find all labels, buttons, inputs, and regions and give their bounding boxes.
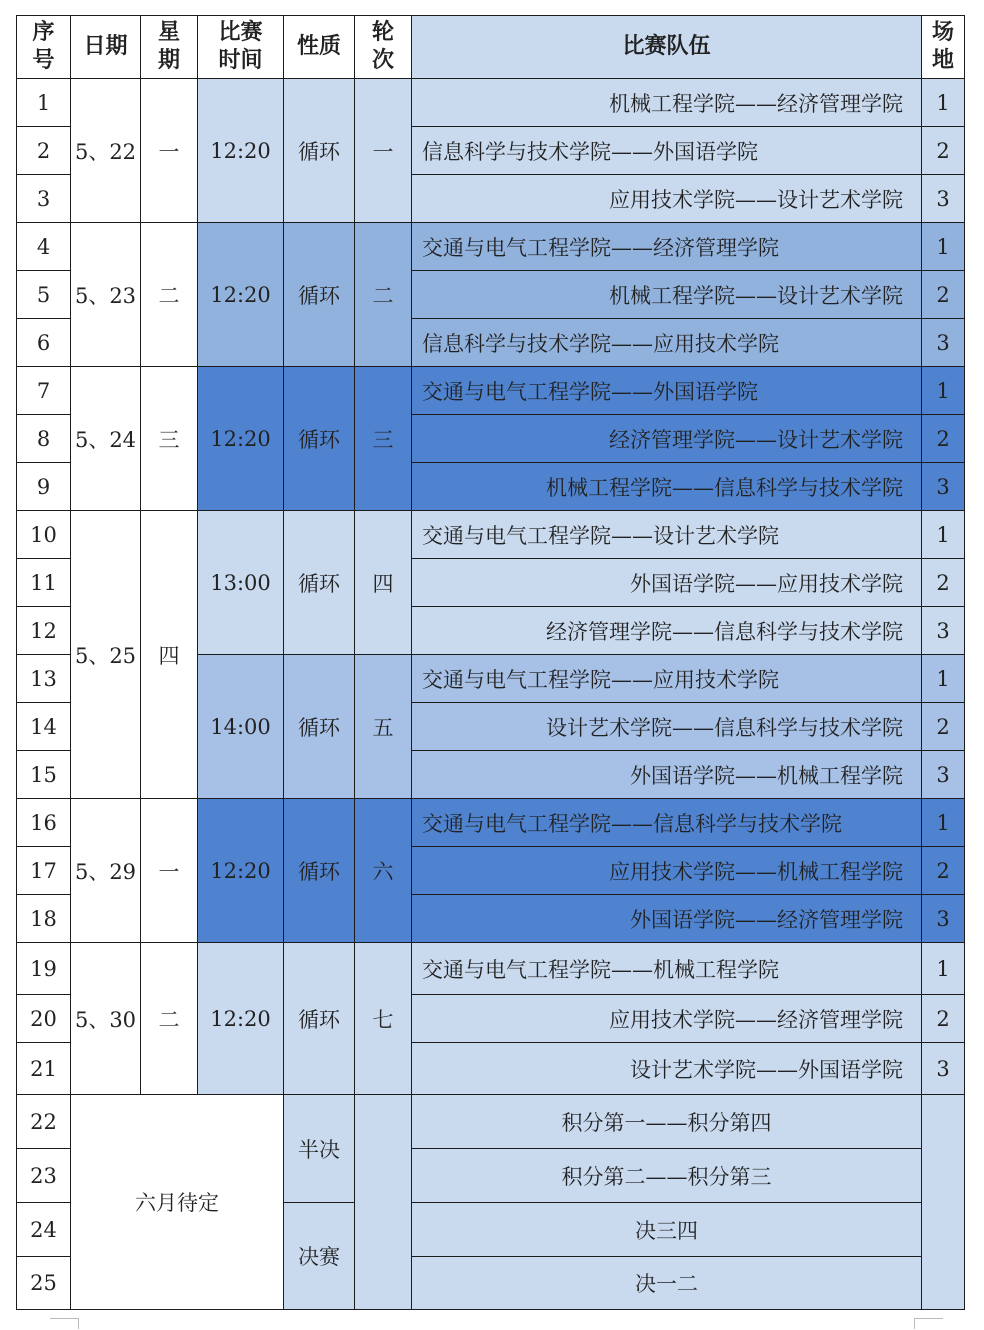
match-round: 七 [355,943,412,1095]
match-no: 22 [17,1095,71,1149]
match-venue: 3 [922,319,965,367]
schedule-table [16,15,965,1310]
match-teams: 外国语学院——应用技术学院 [412,559,922,607]
match-no: 5 [17,271,71,319]
table-row [17,1095,965,1149]
match-venue: 3 [922,1043,965,1095]
header-weekday: 星 期 [141,16,198,79]
match-type: 循环 [284,799,355,943]
match-venue: 3 [922,895,965,943]
match-no: 1 [17,79,71,127]
match-round: 三 [355,367,412,511]
table-row [17,943,965,995]
finals-pending: 六月待定 [71,1095,284,1310]
match-no: 18 [17,895,71,943]
match-no: 25 [17,1257,71,1310]
match-venue: 2 [922,415,965,463]
match-teams: 经济管理学院——信息科学与技术学院 [412,607,922,655]
match-venue: 2 [922,271,965,319]
table-row [17,799,965,847]
match-venue: 1 [922,79,965,127]
match-teams: 信息科学与技术学院——外国语学院 [412,127,922,175]
match-teams: 信息科学与技术学院——应用技术学院 [412,319,922,367]
match-no: 8 [17,415,71,463]
match-date: 5、30 [71,943,141,1095]
match-teams: 应用技术学院——经济管理学院 [412,995,922,1043]
match-teams: 设计艺术学院——信息科学与技术学院 [412,703,922,751]
table-row [17,79,965,127]
match-teams: 交通与电气工程学院——机械工程学院 [412,943,922,995]
header-time: 比赛 时间 [198,16,284,79]
match-teams: 积分第一——积分第四 [412,1095,922,1149]
match-teams: 决一二 [412,1257,922,1310]
header-type: 性质 [284,16,355,79]
match-date: 5、23 [71,223,141,367]
match-no: 2 [17,127,71,175]
match-type: 循环 [284,511,355,655]
match-no: 21 [17,1043,71,1095]
match-no: 17 [17,847,71,895]
header-row [17,16,965,79]
finals-round [355,1095,412,1310]
match-teams: 机械工程学院——设计艺术学院 [412,271,922,319]
match-type: 循环 [284,223,355,367]
match-weekday: 四 [141,511,198,799]
match-venue: 3 [922,607,965,655]
match-venue: 1 [922,655,965,703]
match-date: 5、22 [71,79,141,223]
match-venue: 2 [922,703,965,751]
match-no: 13 [17,655,71,703]
match-venue: 2 [922,847,965,895]
match-no: 11 [17,559,71,607]
match-venue: 1 [922,799,965,847]
match-type: 循环 [284,367,355,511]
match-type: 循环 [284,655,355,799]
match-weekday: 一 [141,79,198,223]
match-venue: 1 [922,511,965,559]
finals-semi-label: 半决 [284,1095,355,1203]
match-time: 12:20 [198,943,284,1095]
match-round: 一 [355,79,412,223]
match-venue: 3 [922,175,965,223]
match-no: 16 [17,799,71,847]
match-teams: 决三四 [412,1203,922,1257]
match-venue: 1 [922,223,965,271]
header-venue: 场 地 [922,16,965,79]
match-round: 四 [355,511,412,655]
match-round: 五 [355,655,412,799]
match-no: 3 [17,175,71,223]
table-row [17,223,965,271]
match-date: 5、29 [71,799,141,943]
table-row [17,367,965,415]
match-no: 20 [17,995,71,1043]
match-no: 23 [17,1149,71,1203]
match-no: 9 [17,463,71,511]
match-no: 7 [17,367,71,415]
finals-venue [922,1095,965,1310]
header-date: 日期 [71,16,141,79]
match-teams: 设计艺术学院——外国语学院 [412,1043,922,1095]
match-teams: 交通与电气工程学院——经济管理学院 [412,223,922,271]
match-venue: 2 [922,127,965,175]
match-venue: 2 [922,995,965,1043]
match-teams: 外国语学院——机械工程学院 [412,751,922,799]
match-venue: 1 [922,367,965,415]
match-time: 14:00 [198,655,284,799]
match-teams: 交通与电气工程学院——信息科学与技术学院 [412,799,922,847]
match-date: 5、25 [71,511,141,799]
match-no: 10 [17,511,71,559]
match-weekday: 一 [141,799,198,943]
match-teams: 经济管理学院——设计艺术学院 [412,415,922,463]
match-no: 14 [17,703,71,751]
match-venue: 2 [922,559,965,607]
match-teams: 应用技术学院——机械工程学院 [412,847,922,895]
match-venue: 3 [922,463,965,511]
header-round: 轮 次 [355,16,412,79]
match-weekday: 二 [141,223,198,367]
match-time: 12:20 [198,367,284,511]
match-teams: 机械工程学院——经济管理学院 [412,79,922,127]
match-weekday: 三 [141,367,198,511]
match-time: 13:00 [198,511,284,655]
page-corner-mark [50,1318,79,1329]
page-corner-mark [914,1318,943,1329]
match-type: 循环 [284,79,355,223]
match-date: 5、24 [71,367,141,511]
match-no: 19 [17,943,71,995]
match-time: 12:20 [198,79,284,223]
match-teams: 交通与电气工程学院——外国语学院 [412,367,922,415]
match-time: 12:20 [198,223,284,367]
match-round: 六 [355,799,412,943]
match-no: 12 [17,607,71,655]
match-teams: 交通与电气工程学院——应用技术学院 [412,655,922,703]
match-type: 循环 [284,943,355,1095]
match-time: 12:20 [198,799,284,943]
table-row [17,511,965,559]
match-venue: 1 [922,943,965,995]
match-teams: 交通与电气工程学院——设计艺术学院 [412,511,922,559]
match-venue: 3 [922,751,965,799]
match-teams: 应用技术学院——设计艺术学院 [412,175,922,223]
match-teams: 外国语学院——经济管理学院 [412,895,922,943]
match-no: 24 [17,1203,71,1257]
match-no: 6 [17,319,71,367]
header-teams: 比赛队伍 [412,16,922,79]
match-round: 二 [355,223,412,367]
match-teams: 积分第二——积分第三 [412,1149,922,1203]
match-no: 15 [17,751,71,799]
match-weekday: 二 [141,943,198,1095]
header-no: 序 号 [17,16,71,79]
match-no: 4 [17,223,71,271]
match-teams: 机械工程学院——信息科学与技术学院 [412,463,922,511]
finals-final-label: 决赛 [284,1203,355,1310]
